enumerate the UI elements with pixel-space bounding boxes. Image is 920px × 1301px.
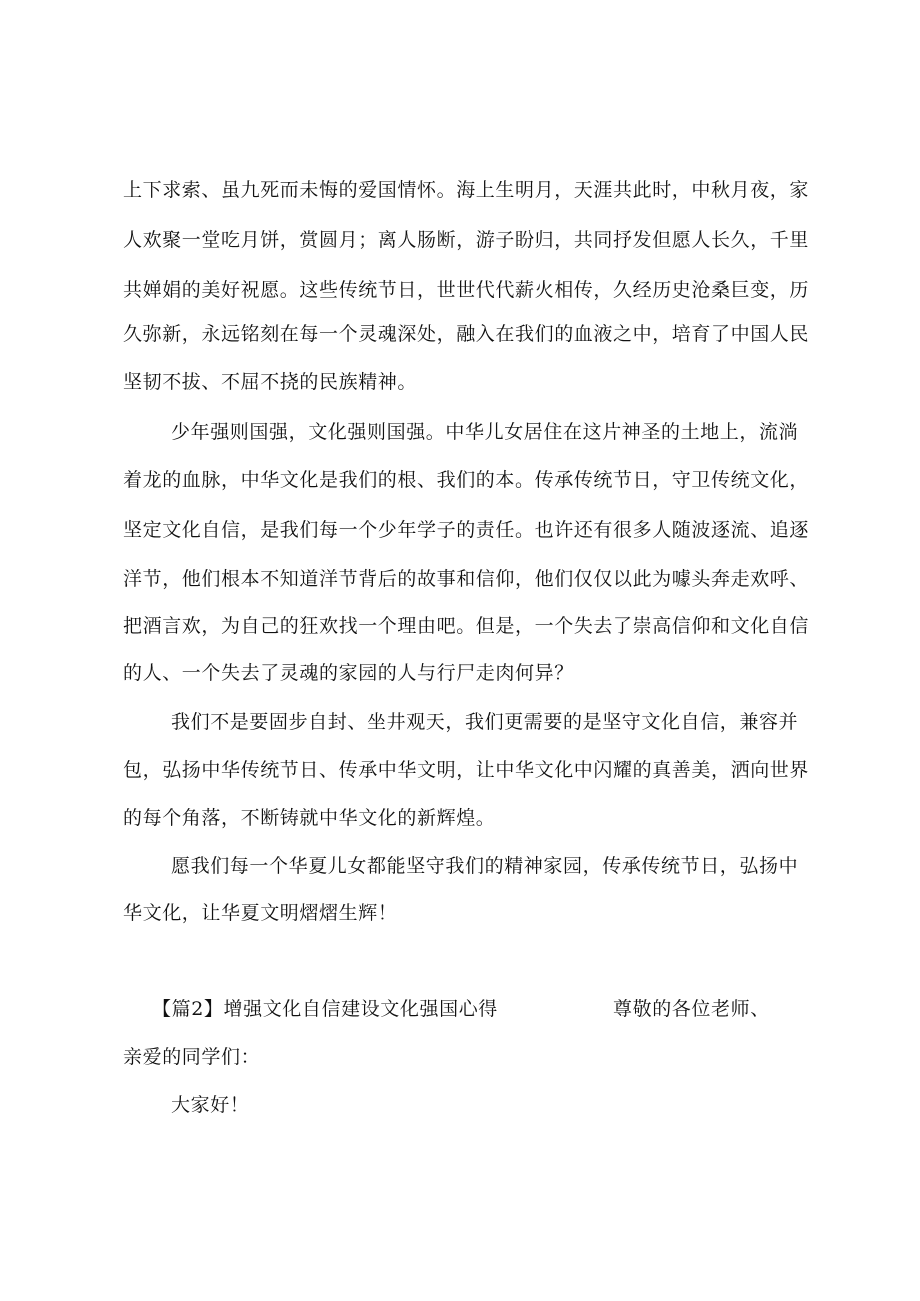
paragraph-4-line-1: 愿我们每一个华夏儿女都能坚守我们的精神家园，传承传统节日，弘扬中 xyxy=(171,855,799,877)
paragraph-4-line-2: 华文化，让华夏文明熠熠生辉！ xyxy=(123,902,398,924)
salutation-part-2: 亲爱的同学们： xyxy=(123,1046,261,1068)
paragraph-2-line-5: 把酒言欢，为自己的狂欢找一个理由吧。但是，一个失去了崇高信仰和文化自信 xyxy=(123,615,810,637)
paragraph-2-line-4: 洋节，他们根本不知道洋节背后的故事和信仰，他们仅仅以此为噱头奔走欢呼、 xyxy=(123,568,810,590)
paragraph-1-line-1: 上下求索、虽九死而未悔的爱国情怀。海上生明月，天涯共此时，中秋月夜，家 xyxy=(123,179,810,201)
paragraph-1-line-3: 共婵娟的美好祝愿。这些传统节日，世世代代薪火相传，久经历史沧桑巨变，历 xyxy=(123,279,810,301)
paragraph-1-line-2: 人欢聚一堂吃月饼，赏圆月；离人肠断，游子盼归，共同抒发但愿人长久，千里 xyxy=(123,229,810,251)
paragraph-2-line-2: 着龙的血脉，中华文化是我们的根、我们的本。传承传统节日，守卫传统文化， xyxy=(123,469,810,491)
greeting: 大家好！ xyxy=(171,1094,250,1116)
paragraph-3-line-3: 的每个角落，不断铸就中华文化的新辉煌。 xyxy=(123,807,496,829)
section-2-heading: 【篇2】增强文化自信建设文化强国心得 xyxy=(152,998,498,1020)
paragraph-2-line-1: 少年强则国强，文化强则国强。中华儿女居住在这片神圣的土地上，流淌 xyxy=(171,421,799,443)
paragraph-3-line-2: 包，弘扬中华传统节日、传承中华文明，让中华文化中闪耀的真善美，洒向世界 xyxy=(123,759,810,781)
paragraph-3-line-1: 我们不是要固步自封、坐井观天，我们更需要的是坚守文化自信，兼容并 xyxy=(171,711,799,733)
paragraph-2-line-6: 的人、一个失去了灵魂的家园的人与行尸走肉何异？ xyxy=(123,662,574,684)
paragraph-1-line-5: 坚韧不拔、不屈不挠的民族精神。 xyxy=(123,371,418,393)
paragraph-1-line-4: 久弥新，永远铭刻在每一个灵魂深处，融入在我们的血液之中，培育了中国人民 xyxy=(123,323,810,345)
salutation-part-1: 尊敬的各位老师、 xyxy=(613,998,770,1020)
paragraph-2-line-3: 坚定文化自信，是我们每一个少年学子的责任。也许还有很多人随波逐流、追逐 xyxy=(123,519,810,541)
